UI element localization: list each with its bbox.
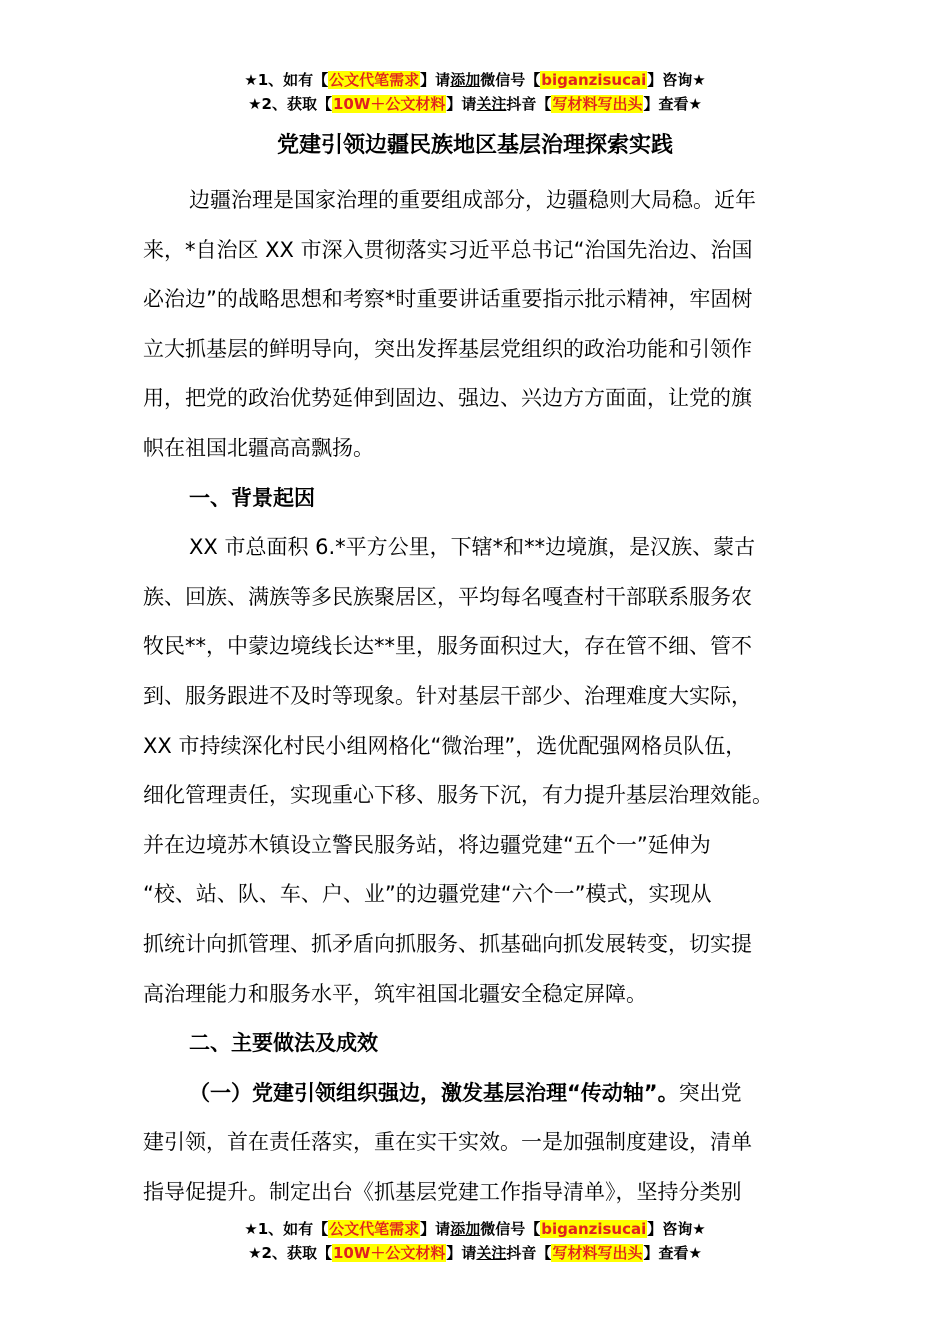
banner-text: 】请 <box>420 1220 451 1238</box>
footer-banner <box>0 1217 950 1265</box>
paragraph-line: 牧民**，中蒙边境线长达**里，服务面积过大，存在管不细、管不 <box>143 634 752 659</box>
banner-text: 】请 <box>446 95 477 113</box>
banner-highlight: 公文代笔需求 <box>329 1220 420 1238</box>
banner-highlight: 公文代笔需求 <box>329 71 420 89</box>
paragraph-line: 细化管理责任，实现重心下移、服务下沉，有力提升基层治理效能。 <box>143 783 773 808</box>
banner-text: 】请 <box>420 71 451 89</box>
paragraph-line: 帜在祖国北疆高高飘扬。 <box>143 435 374 460</box>
paragraph-line: 并在边境苏木镇设立警民服务站，将边疆党建“五个一”延伸为 <box>143 832 711 857</box>
section-heading: 一、背景起因 <box>189 485 315 510</box>
banner-highlight: biganzisucai <box>541 71 647 89</box>
banner-text: 抖音【 <box>506 95 552 113</box>
document-body <box>143 176 808 1217</box>
paragraph-line: XX 市持续深化村民小组网格化“微治理”，选优配强网格员队伍， <box>143 733 747 758</box>
banner-highlight: 10W＋公文材料 <box>332 1244 446 1262</box>
banner-text: 】咨询★ <box>647 71 706 89</box>
banner-line-1 <box>0 1217 950 1241</box>
banner-highlight: biganzisucai <box>541 1220 647 1238</box>
banner-text: ★1、如有【 <box>244 1220 329 1238</box>
paragraph-line: 来，*自治区 XX 市深入贯彻落实习近平总书记“治国先治边、治国 <box>143 237 753 262</box>
paragraph-line: XX 市总面积 6.*平方公里，下辖*和**边境旗，是汉族、蒙古 <box>189 535 756 560</box>
banner-text: ★2、获取【 <box>248 1244 332 1262</box>
banner-underlined: 添加 <box>450 71 481 89</box>
banner-text: ★2、获取【 <box>248 95 332 113</box>
paragraph-line: 边疆治理是国家治理的重要组成部分，边疆稳则大局稳。近年 <box>189 188 756 212</box>
banner-text: 】查看★ <box>643 95 702 113</box>
banner-text: 微信号【 <box>480 71 541 89</box>
paragraph-line: 到、服务跟进不及时等现象。针对基层干部少、治理难度大实际， <box>143 683 752 708</box>
header-banner <box>0 68 950 116</box>
paragraph-line: 用，把党的政治优势延伸到固边、强边、兴边方方面面，让党的旗 <box>143 386 752 411</box>
paragraph-text: 突出党 <box>678 1080 742 1105</box>
paragraph-line: 必治边”的战略思想和考察*时重要讲话重要指示批示精神，牢固树 <box>143 287 753 312</box>
banner-line-2 <box>0 92 950 116</box>
banner-text: 】查看★ <box>643 1244 702 1262</box>
banner-underlined: 关注 <box>476 1244 507 1262</box>
banner-underlined: 添加 <box>450 1220 481 1238</box>
banner-line-1 <box>0 68 950 92</box>
section-heading: 二、主要做法及成效 <box>189 1031 378 1056</box>
banner-text: ★1、如有【 <box>244 71 329 89</box>
paragraph-line: 指导促提升。制定出台《抓基层党建工作指导清单》，坚持分类别 <box>143 1179 742 1204</box>
banner-text: 抖音【 <box>506 1244 552 1262</box>
paragraph-line <box>143 1069 808 1119</box>
paragraph-line: 抓统计向抓管理、抓矛盾向抓服务、抓基础向抓发展转变，切实提 <box>143 931 752 956</box>
banner-underlined: 关注 <box>476 95 507 113</box>
banner-highlight: 写材料写出头 <box>552 1244 643 1262</box>
banner-highlight: 写材料写出头 <box>552 95 643 113</box>
banner-text: 】咨询★ <box>647 1220 706 1238</box>
paragraph-line: 建引领，首在责任落实，重在实干实效。一是加强制度建设，清单 <box>143 1130 752 1155</box>
paragraph-line: “校、站、队、车、户、业”的边疆党建“六个一”模式，实现从 <box>143 882 712 907</box>
subsection-heading: （一）党建引领组织强边，激发基层治理“传动轴”。 <box>189 1080 679 1105</box>
banner-line-2 <box>0 1241 950 1265</box>
paragraph-line: 立大抓基层的鲜明导向，突出发挥基层党组织的政治功能和引领作 <box>143 336 752 361</box>
document-title: 党建引领边疆民族地区基层治理探索实践 <box>276 133 673 158</box>
banner-text: 】请 <box>446 1244 477 1262</box>
banner-text: 微信号【 <box>480 1220 541 1238</box>
paragraph-line: 族、回族、满族等多民族聚居区，平均每名嘎查村干部联系服务农 <box>143 584 752 609</box>
paragraph-line: 高治理能力和服务水平，筑牢祖国北疆安全稳定屏障。 <box>143 981 647 1006</box>
banner-highlight: 10W＋公文材料 <box>332 95 446 113</box>
